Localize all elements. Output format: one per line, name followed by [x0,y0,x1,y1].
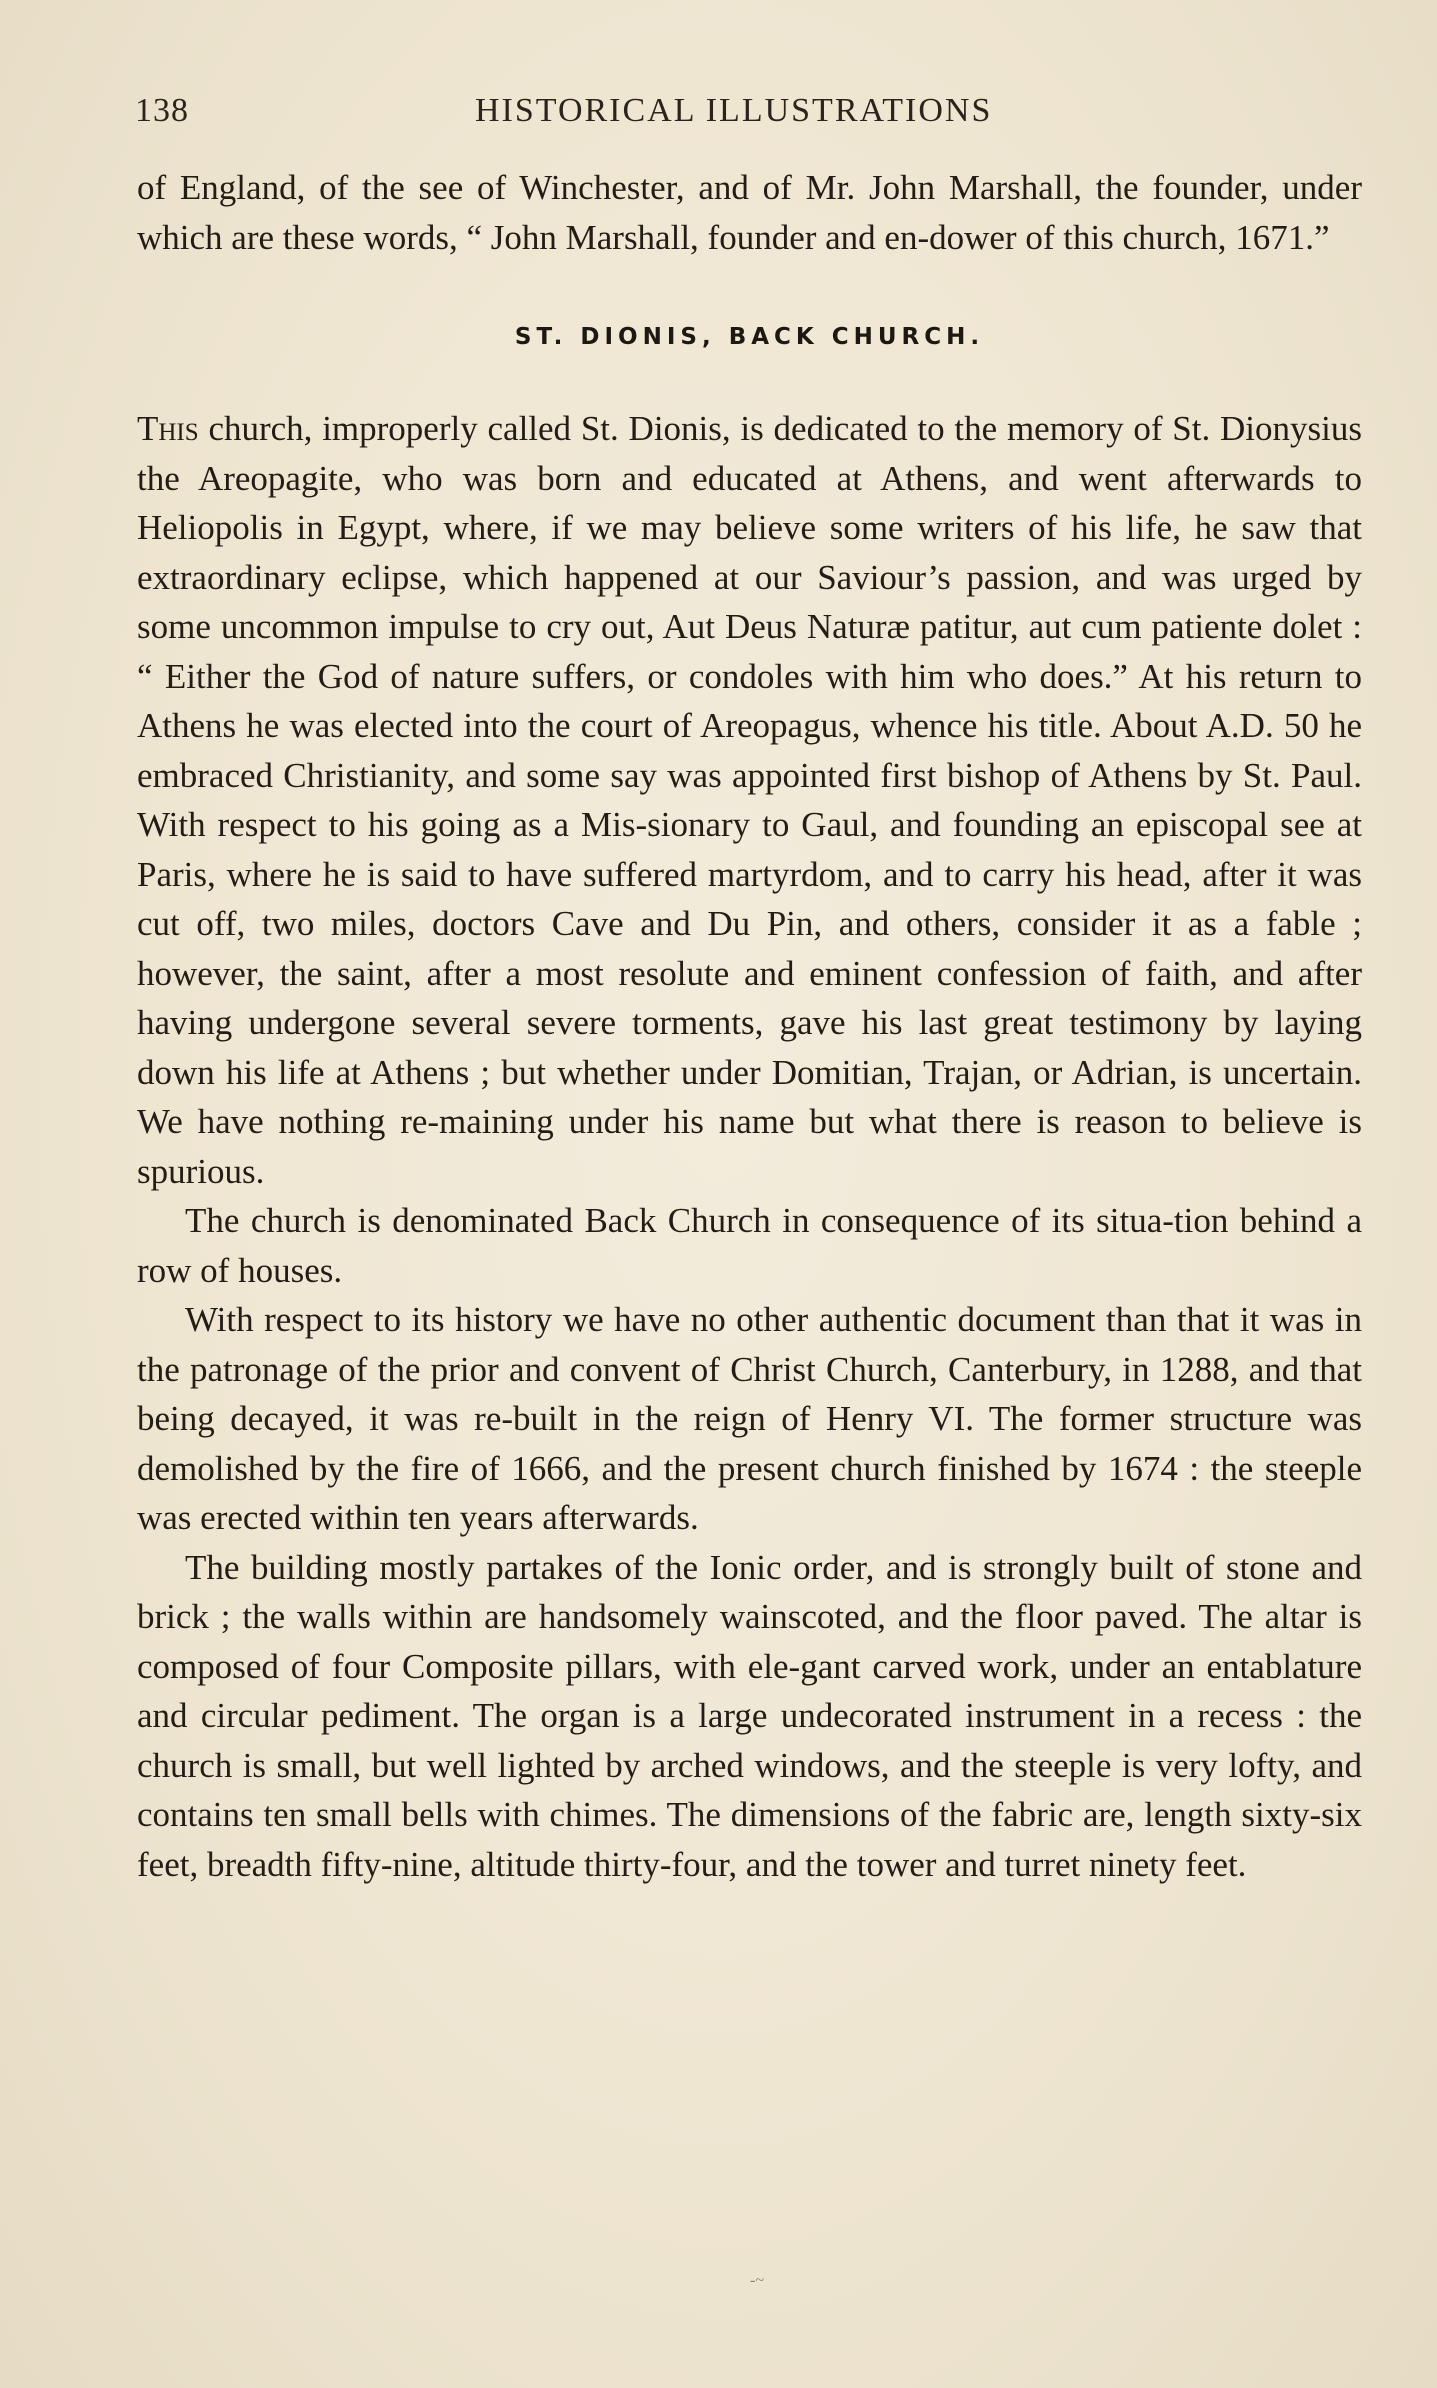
page-mark: -~ [750,2272,764,2289]
page-header [135,92,1325,142]
paragraph-1-text: church, improperly called St. Dionis, is dedicated to the memory of St. Dionysius the Areopagite, who was born and educated at Athens, and went afterwards to Heliopolis in Egypt, where, if we may believe some writers of his life, he saw that extraordinary eclipse, which happened at our Saviour’s passion, and was urged by some uncommon impulse to cry out, Aut Deus Naturæ patitur, aut cum patiente dolet : “ Either the God of nature suffers, or condoles with him who does.” At his return to Athens he was elected into the court of Areopagus, whence his title. About A.D. 50 he embraced Christianity, and some say was appointed first bishop of Athens by St. Paul. With respect to his going as a Mis-sionary to Gaul, and founding an episcopal see at Paris, where he is said to have suffered martyrdom, and to carry his head, after it was cut off, two miles, doctors Cave and Du Pin, and others, consider it as a fable ; however, the saint, after a most resolute and eminent confession of faith, and after having undergone several severe torments, gave his last great testimony by laying down his life at Athens ; but whether under Domitian, Trajan, or Adrian, is uncertain. We have nothing re-maining under his name but what there is reason to believe is spurious. [137,409,1362,1191]
continuation-paragraph: of England, of the see of Winchester, and of Mr. John Marshall, the founder, under which are these words, “ John Marshall, founder and en-dower of this church, 1671.” [137,168,1362,257]
paragraph-4: The building mostly partakes of the Ionic order, and is strongly built of stone and brick ; the walls within are handsomely wainscoted, and the floor paved. The altar is composed of four Composite pillars, with ele-gant carved work, under an entablature and circular pediment. The organ is a large undecorated instrument in a recess : the church is small, but well lighted by arched windows, and the steeple is very lofty, and contains ten small bells with chimes. The dimensions of the fabric are, length sixty-six feet, breadth fifty-nine, altitude thirty-four, and the tower and turret ninety feet. [137,1547,1362,1884]
paragraph-2: The church is denominated Back Church in consequence of its situa-tion behind a row of houses. [137,1201,1362,1290]
page-number: 138 [135,92,189,129]
running-head: HISTORICAL ILLUSTRATIONS [475,92,993,129]
paragraph-3: With respect to its history we have no other authentic document than that it was in the patronage of the prior and convent of Christ Church, Canterbury, in 1288, and that being decayed, it was re-built in the reign of Henry VI. The former structure was demolished by the fire of 1666, and the present church finished by 1674 : the steeple was erected within ten years afterwards. [137,1300,1362,1537]
section-heading: ST. DIONIS, BACK CHURCH. [514,324,985,350]
opening-word: This [137,409,199,448]
paragraph-1 [137,404,1362,1196]
body-text [137,163,1362,1889]
